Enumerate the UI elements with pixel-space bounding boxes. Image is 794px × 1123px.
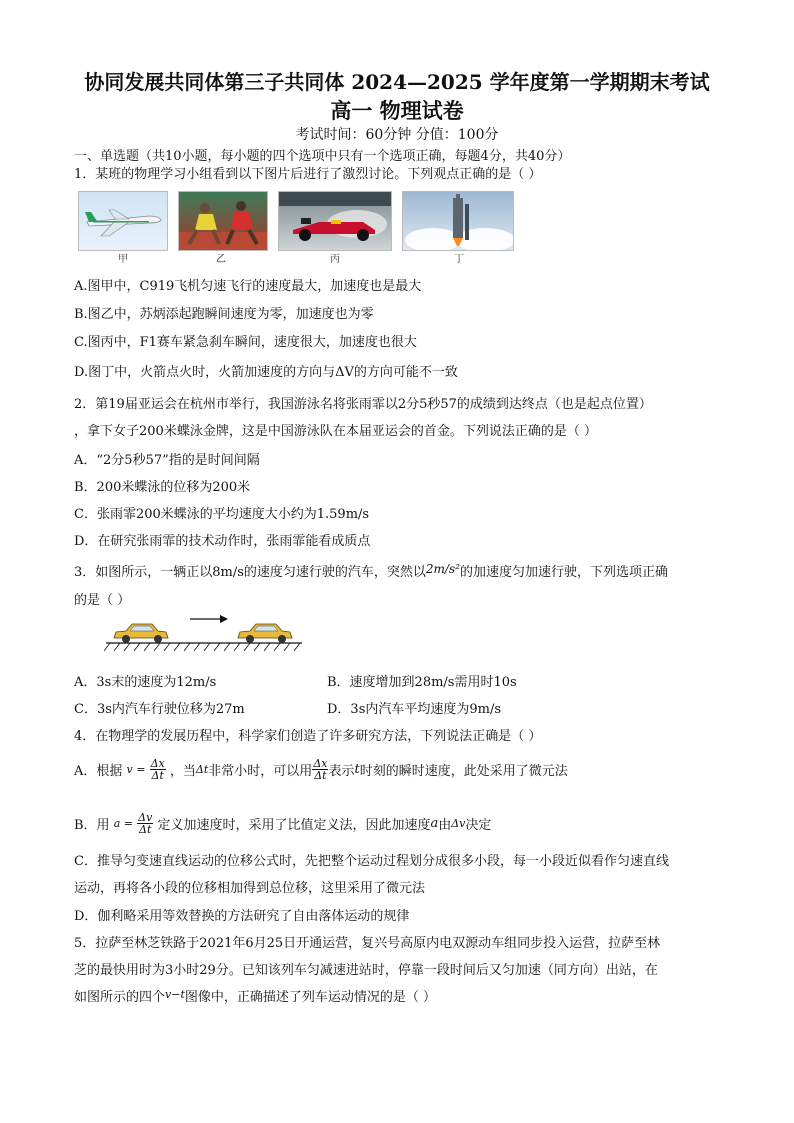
q5-stem-text-a: 如图所示的四个 [74,990,166,1005]
q4a-text-1: ，当 [169,764,196,779]
q5-stem-3 [74,986,436,1005]
q1-stem: 1．某班的物理学习小组看到以下图片后进行了激烈讨论。下列观点正确的是（ ） [74,167,542,182]
q4b-prefix: B．用 [74,818,110,833]
caption-jia: 甲 [118,254,128,265]
q1-option-d: D.图丁中，火箭点火时，火箭加速度的方向与ΔV的方向可能不一致 [74,365,458,380]
caption-ding: 丁 [454,254,464,265]
q4a-denominator-2: Δt [314,769,327,782]
q4b-text-3: 决定 [465,818,492,833]
figure-yi-sprinters [178,191,268,251]
q4b-delta-v: Δv [451,817,466,830]
q4-option-c-line-1: C．推导匀变速直线运动的位移公式时，先把整个运动过程划分成很多小段，每一小段近似看作匀速直线 [74,854,669,869]
q4a-delta-t: Δt [195,763,209,776]
q3-acceleration: 2m/s² [425,562,460,576]
q3-stem-text-a: 3．如图所示，一辆正以8m/s的速度匀速行驶的汽车，突然以 [74,565,426,580]
q4a-fraction [150,758,166,781]
q5-vt-symbol: v−t [165,988,185,1001]
figure-ding-rocket-launch [402,191,514,251]
q4a-fraction-2 [312,758,328,781]
figure-car-motion [104,610,304,658]
caption-yi: 乙 [216,254,226,265]
q3-option-c: C．3s内汽车行驶位移为27m [74,702,245,717]
exam-title: 协同发展共同体第三子共同体 2024—2025 学年度第一学期期末考试 [84,70,710,94]
caption-bing: 丙 [330,254,340,265]
figure-bing-f1-car [278,191,392,251]
q4b-denominator: Δt [139,823,152,836]
q4-option-d: D．伽利略采用等效替换的方法研究了自由落体运动的规律 [74,909,410,924]
q2-option-b: B．200米蝶泳的位移为200米 [74,480,251,495]
q2-option-d: D．在研究张雨霏的技术动作时，张雨霏能看成质点 [74,534,371,549]
figure-jia-airplane [78,191,168,251]
q3-stem-text-b: 的加速度匀加速行驶，下列选项正确 [459,565,668,580]
q4a-denominator: Δt [151,769,164,782]
q2-stem-2: ，拿下女子200米蝶泳金牌，这是中国游泳队在本届亚运会的首金。下列说法正确的是（ ） [74,424,597,439]
q3-option-b: B．速度增加到28m/s需用时10s [327,675,517,690]
q2-stem-1: 2．第19届亚运会在杭州市举行，我国游泳名将张雨霏以2分5秒57的成绩到达终点（也是起点位置） [74,397,652,412]
q1-option-b: B.图乙中，苏炳添起跑瞬间速度为零，加速度也为零 [74,307,374,322]
q4a-numerator: Δx [150,757,165,770]
q3-stem-1 [74,561,668,580]
q4a-text-4: 时刻的瞬时速度，此处采用了微元法 [359,764,568,779]
q4b-a-symbol: a = [113,817,133,830]
q4-option-c-line-2: 运动，再将各小段的位移相加得到总位移，这里采用了微元法 [74,881,426,896]
q1-option-c: C.图丙中，F1赛车紧急刹车瞬间，速度很大，加速度也很大 [74,335,417,350]
q4a-velocity-symbol: v = [126,763,146,776]
q4b-a-symbol-2: a [430,816,439,831]
q2-option-a: A．“2分5秒57”指的是时间间隔 [74,453,260,468]
q4b-text-1: 定义加速度时，采用了比值定义法，因此加速度 [157,818,431,833]
q4a-text-3: 表示 [328,764,355,779]
q1-option-a: A.图甲中，C919飞机匀速飞行的速度最大，加速度也是最大 [74,279,422,294]
q4a-prefix: A．根据 [74,764,123,779]
q4b-numerator: Δv [138,811,153,824]
exam-meta: 考试时间：60分钟 分值：100分 [295,127,499,143]
q4-stem: 4．在物理学的发展历程中，科学家们创造了许多研究方法，下列说法正确是（ ） [74,729,542,744]
section-heading: 一、单选题（共10小题，每小题的四个选项中只有一个选项正确，每题4分，共40分） [74,149,571,164]
q4-option-a [74,758,568,781]
q5-stem-text-b: 图像中，正确描述了列车运动情况的是（ ） [184,990,437,1005]
q4a-text-2: 非常小时，可以用 [208,764,313,779]
q4a-numerator-2: Δx [313,757,328,770]
q4b-text-2: 由 [438,818,452,833]
q5-stem-2: 芝的最快用时为3小时29分。已知该列车匀减速进站时，停靠一段时间后又匀加速（同方向）出站，在 [74,963,658,978]
q3-option-a: A．3s末的速度为12m/s [74,675,217,690]
q5-stem-1: 5．拉萨至林芝铁路于2021年6月25日开通运营，复兴号高原内电双源动车组同步投入运营，拉萨至林 [74,936,661,951]
q4-option-b [74,812,491,835]
q3-stem-2: 的是（ ） [74,593,131,608]
q4b-fraction [137,812,153,835]
q4a-t-symbol: t [354,762,360,777]
q3-option-d: D．3s内汽车平均速度为9m/s [327,702,502,717]
q2-option-c: C．张雨霏200米蝶泳的平均速度大小约为1.59m/s [74,507,370,522]
exam-subtitle: 高一 物理试卷 [330,98,464,123]
